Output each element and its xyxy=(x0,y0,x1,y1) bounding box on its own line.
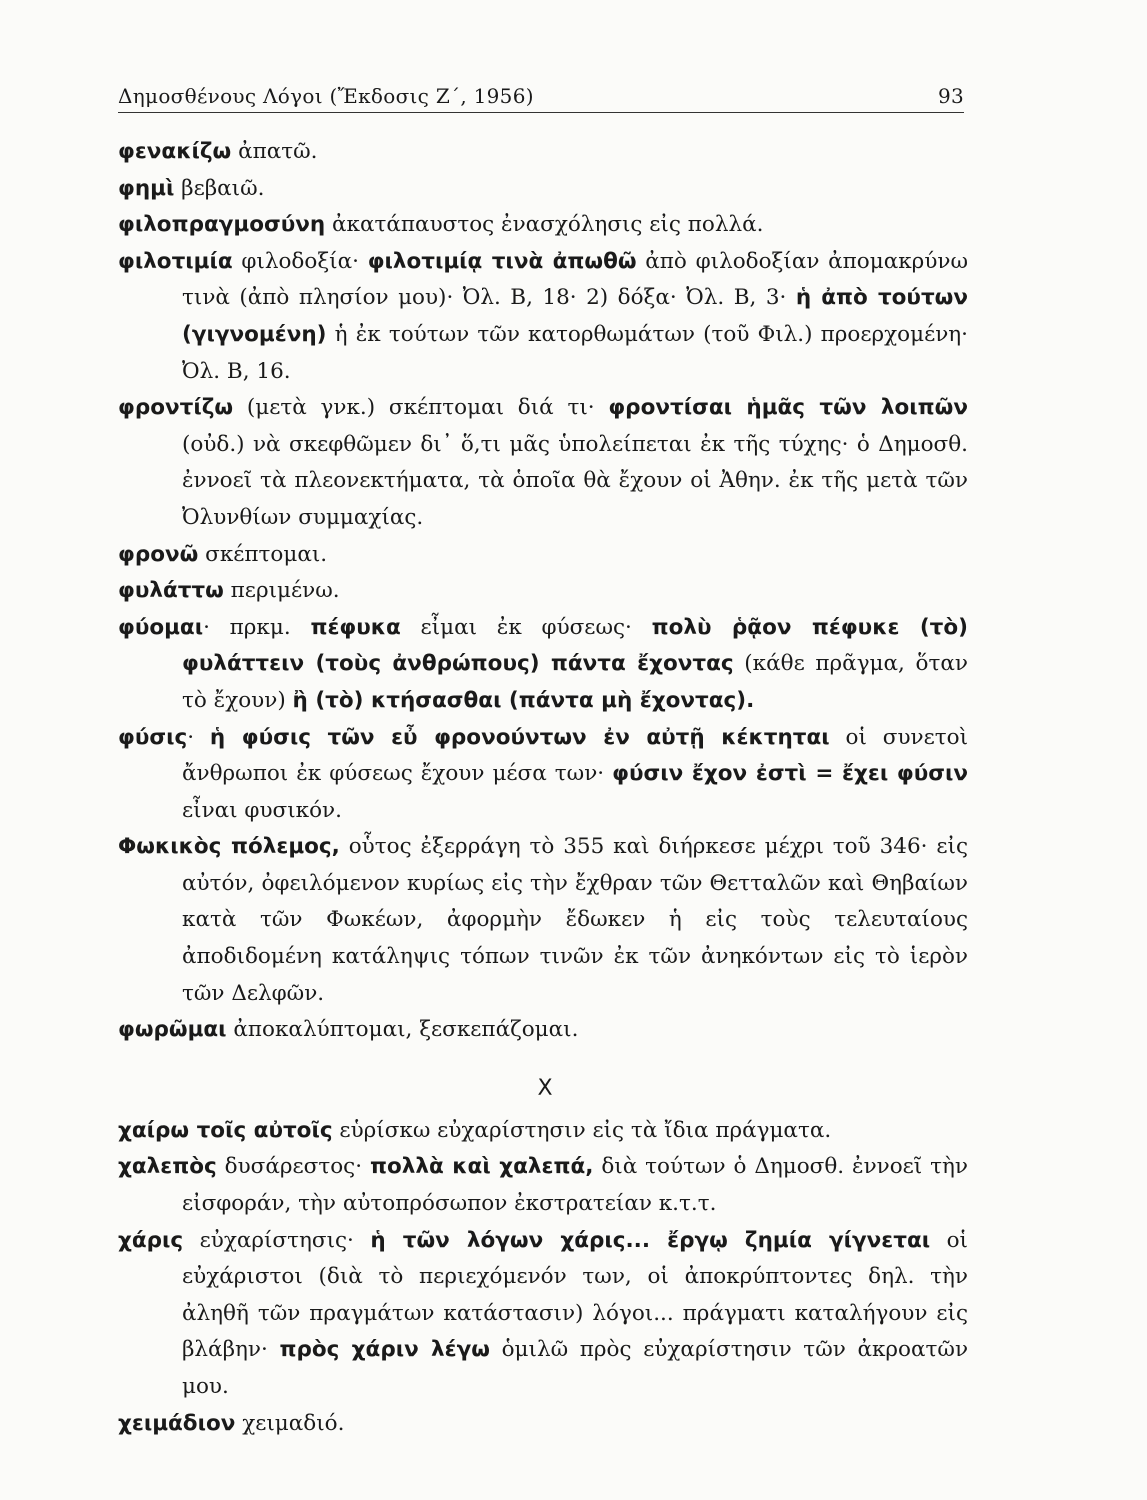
glossary-entry xyxy=(118,134,968,171)
entry-headword: χειμάδιον xyxy=(118,1410,236,1436)
entry-definition: εὑρίσκω εὐχαρίστησιν εἰς τὰ ἴδια πράγματα. xyxy=(332,1117,832,1143)
entry-definition: ἀπὸ φιλοδοξίαν ἀπομακρύνω τινὰ (ἀπὸ πλησίον μου)· Ὀλ. Β, 18· 2) δόξα· Ὀλ. Β, 3· xyxy=(182,248,968,311)
entry-headword: φυλάττω xyxy=(118,578,224,604)
entry-headword: χαλεπὸς xyxy=(118,1154,217,1180)
entry-phrase: ἢ (τὸ) κτήσασθαι (πάντα μὴ ἔχοντας). xyxy=(292,687,755,713)
entry-definition: (οὐδ.) νὰ σκεφθῶμεν δι᾽ ὅ,τι μᾶς ὑπολείπεται ἐκ τῆς τύχης· ὁ Δημοσθ. ἐννοεῖ τὰ πλεονεκτήματα, τὰ ὁποῖα θὰ ἔχουν οἱ Ἀθην. ἐκ τῆς μετὰ τῶν Ὀλυνθίων συμμαχίας. xyxy=(182,431,968,530)
entry-definition: ἀποκαλύπτομαι, ξεσκεπάζομαι. xyxy=(226,1017,579,1043)
entry-headword: φύσις xyxy=(118,724,188,750)
entry-definition: ὁμιλῶ πρὸς εὐχαρίστησιν τῶν ἀκροατῶν μου. xyxy=(182,1337,969,1399)
entry-definition: περιμένω. xyxy=(223,578,340,604)
entries-phi xyxy=(118,134,968,1049)
glossary-entry xyxy=(118,1406,968,1443)
glossary-entry xyxy=(118,1149,968,1222)
entry-phrase: φιλοτιμίᾳ τινὰ ἀπωθῶ xyxy=(367,248,637,274)
entry-definition: δυσάρεστος· xyxy=(216,1154,370,1180)
glossary-entry xyxy=(118,537,968,574)
entry-definition: σκέπτομαι. xyxy=(198,541,328,567)
entry-headword: χάρις xyxy=(118,1227,184,1253)
entry-definition: φιλοδοξία· xyxy=(232,248,368,274)
page-number: 93 xyxy=(937,84,964,108)
entry-definition: χειμαδιό. xyxy=(235,1410,345,1436)
entry-definition: (μετὰ γνκ.) σκέπτομαι διά τι· xyxy=(233,395,609,421)
entry-headword: φημὶ xyxy=(118,175,175,201)
entry-definition: εἶναι φυσικόν. xyxy=(182,797,342,823)
running-header xyxy=(118,80,964,113)
entry-headword: φιλοπραγμοσύνη xyxy=(118,212,326,238)
entry-phrase: φροντίσαι ἡμᾶς τῶν λοιπῶν xyxy=(608,395,968,421)
entry-definition: οὗτος ἐξερράγη τὸ 355 καὶ διήρκεσε μέχρι τοῦ 346· εἰς αὐτόν, ὀφειλόμενον κυρίως εἰς τὴν ἔχθραν τῶν Θετταλῶν καὶ Θηβαίων κατὰ τῶν Φωκέων, ἀφορμὴν ἔδωκεν ἡ εἰς τοὺς τελευταίους ἀποδιδομένη κατάληψις τόπων τινῶν ἐκ τῶν ἀνηκόντων εἰς τὸ ἱερὸν τῶν Δελφῶν. xyxy=(182,834,968,1006)
entry-definition: εὐχαρίστησις· xyxy=(183,1227,371,1253)
entry-phrase: ἡ φύσις τῶν εὖ φρονούντων ἐν αὐτῇ κέκτηται xyxy=(209,724,830,750)
entry-definition: ἡ ἐκ τούτων τῶν κατορθωμάτων (τοῦ Φιλ.) προερχομένη· Ὀλ. Β, 16. xyxy=(182,321,968,384)
glossary-body xyxy=(118,134,968,1442)
glossary-entry xyxy=(118,390,968,536)
entry-headword: Φωκικὸς πόλεμος, xyxy=(118,834,340,860)
glossary-entry xyxy=(118,829,968,1012)
entry-phrase: πολλὰ καὶ χαλεπά, xyxy=(369,1154,594,1180)
entry-headword: φύομαι xyxy=(118,614,204,640)
entry-headword: φενακίζω xyxy=(118,139,232,164)
entries-chi xyxy=(118,1113,968,1442)
entry-definition: (κάθε πρᾶγμα, ὅταν τὸ ἔχουν) xyxy=(182,651,968,713)
entry-headword: φροντίζω xyxy=(118,395,234,421)
glossary-entry xyxy=(118,207,968,244)
entry-headword: φωρῶμαι xyxy=(118,1017,227,1043)
glossary-entry xyxy=(118,171,968,208)
entry-phrase: ἡ τῶν λόγων χάρις... ἔργῳ ζημία γίγνεται xyxy=(370,1227,931,1253)
entry-phrase: ἡ ἀπὸ τούτων (γιγνομένη) xyxy=(182,285,969,347)
entry-definition: βεβαιῶ. xyxy=(174,175,265,201)
entry-definition: · πρκμ. xyxy=(203,614,311,640)
entry-definition: οἱ συνετοὶ ἄνθρωποι ἐκ φύσεως ἔχουν μέσα των· xyxy=(182,724,968,787)
entry-phrase: φύσιν ἔχον ἐστὶ = ἔχει φύσιν xyxy=(612,761,968,787)
glossary-entry xyxy=(118,1223,968,1406)
entry-headword: χαίρω τοῖς αὐτοῖς xyxy=(118,1117,333,1143)
entry-headword: φιλοτιμία xyxy=(118,248,233,274)
entry-definition: εἶμαι ἐκ φύσεως· xyxy=(400,614,652,640)
entry-definition: οἱ εὐχάριστοι (διὰ τὸ περιεχόμενόν των, οἱ ἀποκρύπτοντες δηλ. τὴν ἀληθῆ τῶν πραγμάτων κατάστασιν) λόγοι... πράγματι καταλήγουν εἰς βλάβην· xyxy=(182,1227,968,1363)
entry-phrase: πρὸς χάριν λέγω xyxy=(279,1337,490,1363)
glossary-entry xyxy=(118,610,968,720)
entry-definition: ἀπατῶ. xyxy=(231,139,318,164)
section-letter-chi: Χ xyxy=(537,1075,553,1101)
glossary-entry xyxy=(118,720,968,830)
glossary-entry xyxy=(118,1113,968,1150)
glossary-entry xyxy=(118,573,968,610)
entry-definition: διὰ τούτων ὁ Δημοσθ. ἐννοεῖ τὴν εἰσφοράν, τὴν αὐτοπρόσωπον ἐκστρατείαν κ.τ.τ. xyxy=(182,1154,969,1217)
glossary-entry xyxy=(118,1012,968,1049)
entry-phrase: πέφυκα xyxy=(310,614,401,640)
glossary-entry xyxy=(118,244,968,390)
entry-headword: φρονῶ xyxy=(118,541,199,567)
entry-phrase: πολὺ ῥᾷον πέφυκε (τὸ) φυλάττειν (τοὺς ἀνθρώπους) πάντα ἔχοντας xyxy=(182,614,968,677)
running-title: Δημοσθένους Λόγοι (Ἔκδοσις Ζ΄, 1956) xyxy=(118,84,534,108)
entry-definition: · xyxy=(187,724,210,750)
entry-definition: ἀκατάπαυστος ἐνασχόλησις εἰς πολλά. xyxy=(325,212,764,238)
